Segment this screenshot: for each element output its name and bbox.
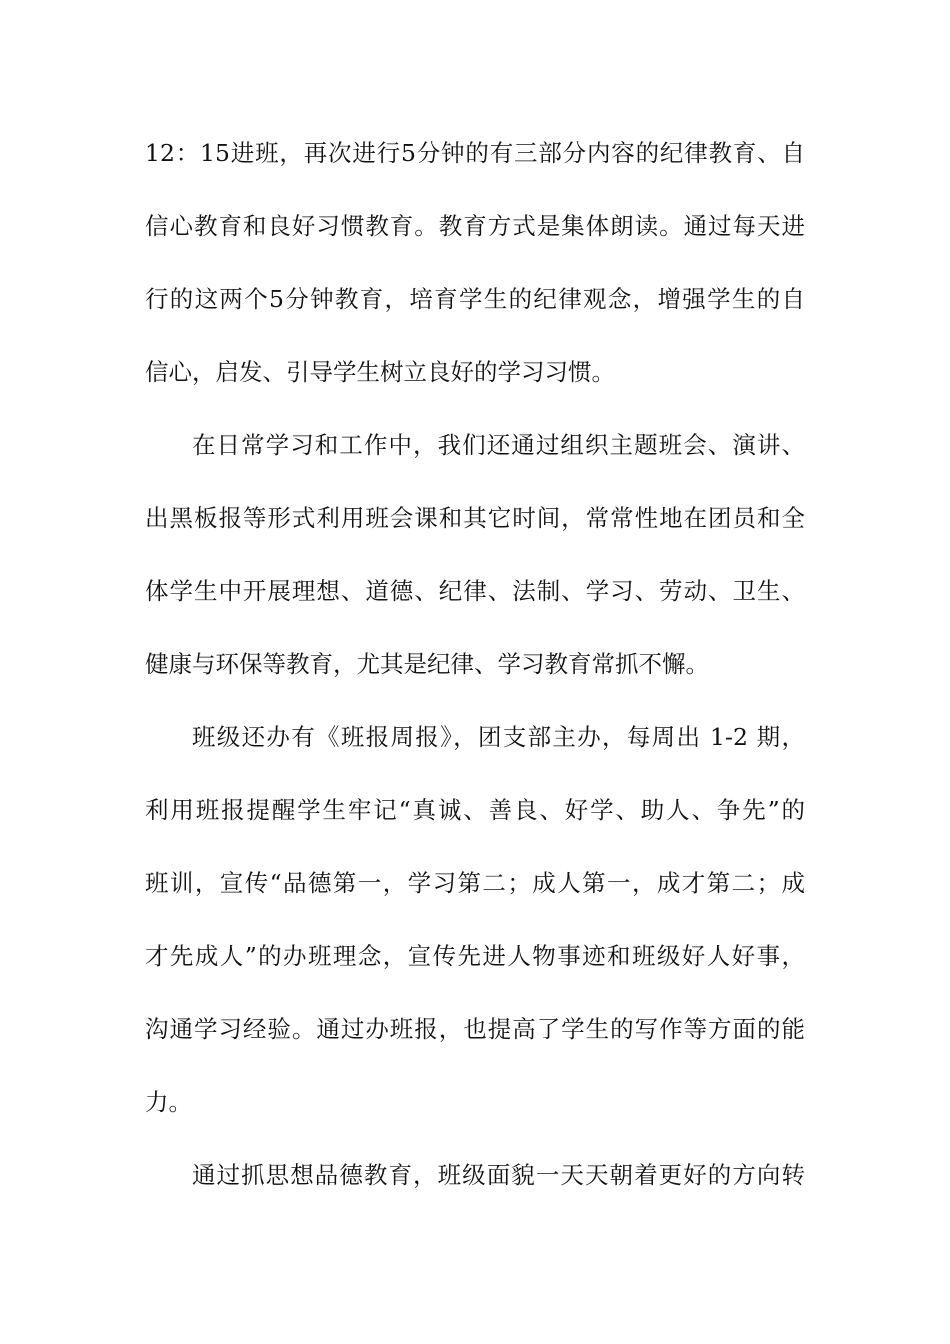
text-line-7: 体学生中开展理想、道德、纪律、法制、学习、劳动、卫生、: [145, 577, 805, 605]
text-line-9: 班级还办有《班报周报》，团支部主办，每周出 1-2 期，: [192, 723, 805, 751]
text-line-6: 出黑板报等形式利用班会课和其它时间，常常性地在团员和全: [145, 504, 805, 532]
text-line-14: 力。: [145, 1088, 192, 1116]
text-line-1: 12：15进班，再次进行5分钟的有三部分内容的纪律教育、自: [145, 139, 805, 167]
text-line-11: 班训，宣传“品德第一，学习第二；成人第一，成才第二；成: [145, 869, 805, 897]
text-line-13: 沟通学习经验。通过办班报，也提高了学生的写作等方面的能: [145, 1015, 805, 1043]
text-line-10: 利用班报提醒学生牢记“真诚、善良、好学、助人、争先”的: [145, 796, 805, 824]
text-line-2: 信心教育和良好习惯教育。教育方式是集体朗读。通过每天进: [145, 212, 805, 240]
text-line-5: 在日常学习和工作中，我们还通过组织主题班会、演讲、: [192, 431, 805, 459]
text-line-8: 健康与环保等教育，尤其是纪律、学习教育常抓不懈。: [145, 650, 709, 678]
text-line-3: 行的这两个5分钟教育，培育学生的纪律观念，增强学生的自: [145, 285, 805, 313]
text-line-15: 通过抓思想品德教育，班级面貌一天天朝着更好的方向转: [192, 1161, 805, 1189]
text-line-12: 才先成人”的办班理念，宣传先进人物事迹和班级好人好事，: [145, 942, 805, 970]
text-line-4: 信心，启发、引导学生树立良好的学习习惯。: [145, 358, 615, 386]
